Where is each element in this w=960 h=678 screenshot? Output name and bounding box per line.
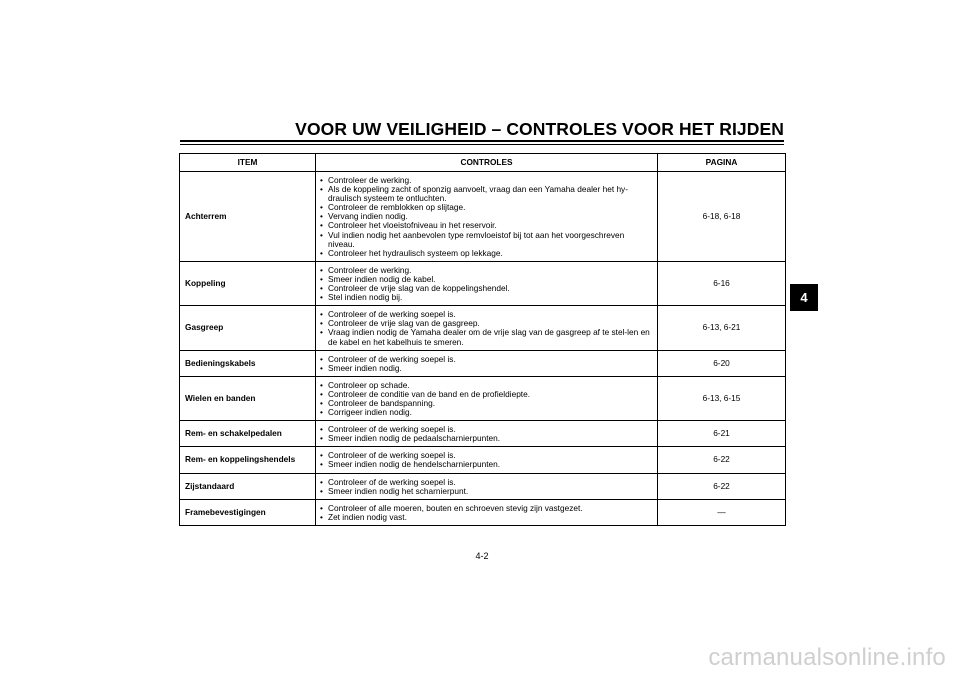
control-step: • Smeer indien nodig het scharnierpunt.	[320, 487, 653, 496]
page-number: 4-2	[475, 551, 489, 561]
column-header-item: ITEM	[180, 154, 316, 172]
control-step: • Als de koppeling zacht of sponzig aanvoelt, vraag dan een Yamaha dealer het hy-draulisch systeem te ontluchten.	[320, 185, 653, 203]
row-item-label: Wielen en banden	[180, 376, 316, 420]
control-step: • Vraag indien nodig de Yamaha dealer om de vrije slag van de gasgreep af te stel-len en de kabel en het kabelhuis te smeren.	[320, 328, 653, 346]
table-row	[180, 447, 786, 473]
control-step: • Vul indien nodig het aanbevolen type remvloeistof bij tot aan het voorgeschreven niveau.	[320, 231, 653, 249]
row-item-label: Bedieningskabels	[180, 350, 316, 376]
table-row	[180, 376, 786, 420]
control-step: • Controleer het hydraulisch systeem op lekkage.	[320, 249, 653, 258]
table-row	[180, 350, 786, 376]
control-step: • Smeer indien nodig de kabel.	[320, 275, 653, 284]
control-step: • Controleer de remblokken op slijtage.	[320, 203, 653, 212]
control-step: • Controleer of de werking soepel is.	[320, 310, 653, 319]
row-item-label: Gasgreep	[180, 306, 316, 350]
control-step: • Controleer op schade.	[320, 381, 653, 390]
row-controls	[316, 172, 658, 262]
row-controls	[316, 421, 658, 447]
title-rule-secondary	[180, 144, 784, 145]
row-controls	[316, 473, 658, 499]
control-step: • Controleer de bandspanning.	[320, 399, 653, 408]
row-controls	[316, 306, 658, 350]
table-row	[180, 172, 786, 262]
row-page-ref: 6-16	[658, 261, 786, 305]
control-step: • Controleer de vrije slag van de gasgreep.	[320, 319, 653, 328]
row-item-label: Achterrem	[180, 172, 316, 262]
table-row	[180, 499, 786, 525]
row-page-ref: 6-20	[658, 350, 786, 376]
control-step: • Stel indien nodig bij.	[320, 293, 653, 302]
control-step: • Controleer de werking.	[320, 176, 653, 185]
row-page-ref: 6-22	[658, 447, 786, 473]
row-controls	[316, 350, 658, 376]
control-step: • Controleer of de werking soepel is.	[320, 478, 653, 487]
control-step: • Controleer of alle moeren, bouten en schroeven stevig zijn vastgezet.	[320, 504, 653, 513]
control-step: • Controleer de conditie van de band en de profieldiepte.	[320, 390, 653, 399]
control-step: • Smeer indien nodig de pedaalscharnierpunten.	[320, 434, 653, 443]
row-controls	[316, 499, 658, 525]
row-page-ref: 6-13, 6-15	[658, 376, 786, 420]
title-rule	[180, 140, 784, 142]
control-step: • Smeer indien nodig de hendelscharnierpunten.	[320, 460, 653, 469]
column-header-controls: CONTROLES	[316, 154, 658, 172]
row-controls	[316, 447, 658, 473]
row-page-ref: 6-21	[658, 421, 786, 447]
control-step: • Controleer of de werking soepel is.	[320, 355, 653, 364]
row-controls	[316, 376, 658, 420]
row-item-label: Rem- en schakelpedalen	[180, 421, 316, 447]
column-header-page: PAGINA	[658, 154, 786, 172]
control-step: • Zet indien nodig vast.	[320, 513, 653, 522]
row-item-label: Framebevestigingen	[180, 499, 316, 525]
chapter-tab: 4	[790, 284, 818, 311]
control-step: • Vervang indien nodig.	[320, 212, 653, 221]
table-row	[180, 421, 786, 447]
row-page-ref: 6-13, 6-21	[658, 306, 786, 350]
row-item-label: Koppeling	[180, 261, 316, 305]
watermark-logo: carmanualsonline.info	[708, 644, 946, 671]
row-page-ref: 6-18, 6-18	[658, 172, 786, 262]
control-step: • Controleer de vrije slag van de koppelingshendel.	[320, 284, 653, 293]
row-item-label: Rem- en koppelingshendels	[180, 447, 316, 473]
row-page-ref: —	[658, 499, 786, 525]
page-title: VOOR UW VEILIGHEID – CONTROLES VOOR HET RIJDEN	[295, 119, 784, 139]
control-step: • Corrigeer indien nodig.	[320, 408, 653, 417]
table-row	[180, 473, 786, 499]
control-step: • Controleer de werking.	[320, 266, 653, 275]
control-step: • Controleer het vloeistofniveau in het reservoir.	[320, 221, 653, 230]
row-page-ref: 6-22	[658, 473, 786, 499]
table-header-row	[180, 154, 786, 172]
table-row	[180, 306, 786, 350]
pre-ride-check-table	[179, 153, 786, 526]
control-step: • Smeer indien nodig.	[320, 364, 653, 373]
control-step: • Controleer of de werking soepel is.	[320, 451, 653, 460]
table-row	[180, 261, 786, 305]
row-item-label: Zijstandaard	[180, 473, 316, 499]
row-controls	[316, 261, 658, 305]
control-step: • Controleer of de werking soepel is.	[320, 425, 653, 434]
